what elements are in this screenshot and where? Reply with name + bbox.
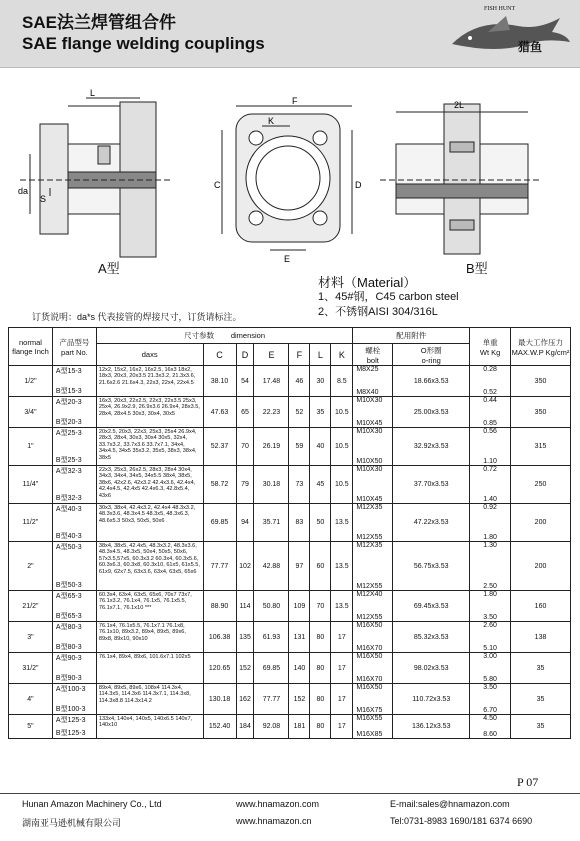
dim-l-cell: 80 bbox=[310, 622, 331, 653]
page-title-cn: SAE法兰焊管组合件 bbox=[22, 13, 176, 32]
bolt-cell bbox=[353, 466, 393, 504]
material-line-2: 2、不锈钢AISI 304/316L bbox=[318, 306, 438, 318]
dim-k-cell: 13.5 bbox=[331, 591, 353, 622]
weight-cell-b: 1.40 bbox=[483, 496, 497, 503]
dim-f-cell: 59 bbox=[289, 428, 310, 466]
header-d: D bbox=[236, 344, 254, 366]
dim-f-cell: 131 bbox=[289, 622, 310, 653]
pressure-cell: 35 bbox=[511, 684, 571, 715]
part-no-cell-a: A型65-3 bbox=[55, 593, 82, 600]
header-oring-en: o-ring bbox=[421, 355, 441, 365]
bolt-cell bbox=[353, 504, 393, 542]
part-no-cell bbox=[52, 366, 96, 397]
bolt-cell-a: M10X30 bbox=[356, 397, 383, 404]
header-dimension-en: dimension bbox=[230, 331, 265, 340]
header-daxs: daxs bbox=[96, 344, 203, 366]
pressure-cell: 200 bbox=[511, 542, 571, 591]
part-no-cell-b: B型20-3 bbox=[55, 419, 82, 426]
dim-k-cell: 13.5 bbox=[331, 542, 353, 591]
dim-e-cell: 17.48 bbox=[254, 366, 289, 397]
dim-f-cell: 73 bbox=[289, 466, 310, 504]
bolt-cell-b: M16X75 bbox=[356, 707, 383, 714]
weight-cell-a: 0.92 bbox=[483, 504, 497, 511]
table-row bbox=[9, 542, 571, 591]
specification-table bbox=[8, 327, 571, 739]
dim-e-cell: 42.88 bbox=[254, 542, 289, 591]
dim-k-cell: 10.5 bbox=[331, 397, 353, 428]
flange-inch-cell: 2" bbox=[9, 542, 53, 591]
table-row bbox=[9, 591, 571, 622]
dim-k-cell: 17 bbox=[331, 715, 353, 739]
dim-label-D: D bbox=[355, 180, 362, 190]
dim-c-cell: 130.18 bbox=[203, 684, 236, 715]
bolt-cell-b: M8X40 bbox=[356, 389, 379, 396]
dim-d-cell: 162 bbox=[236, 684, 254, 715]
fish-hunt-logo bbox=[448, 8, 574, 58]
part-no-cell-a: A型40-3 bbox=[55, 506, 82, 513]
pressure-cell: 350 bbox=[511, 397, 571, 428]
pressure-cell: 250 bbox=[511, 466, 571, 504]
header-pressure-en: MAX.W.P Kg/cm² bbox=[511, 347, 570, 357]
flange-inch-cell: 3/4" bbox=[9, 397, 53, 428]
bolt-cell-a: M16X50 bbox=[356, 684, 383, 691]
bolt-cell-b: M12X55 bbox=[356, 534, 383, 541]
part-no-cell-a: A型32-3 bbox=[55, 468, 82, 475]
website-com: www.hnamazon.com bbox=[236, 799, 320, 809]
bolt-cell bbox=[353, 653, 393, 684]
part-no-cell-a: A型50-3 bbox=[55, 544, 82, 551]
header-oring-cn: O形圈 bbox=[420, 345, 442, 355]
weight-cell-a: 4.50 bbox=[483, 715, 497, 722]
flange-inch-cell: 11/4" bbox=[9, 466, 53, 504]
dim-d-cell: 102 bbox=[236, 542, 254, 591]
pressure-cell: 35 bbox=[511, 653, 571, 684]
part-no-cell bbox=[52, 542, 96, 591]
header-part-no bbox=[52, 328, 96, 366]
dim-e-cell: 50.80 bbox=[254, 591, 289, 622]
weight-cell-b: 2.50 bbox=[483, 583, 497, 590]
part-no-cell-a: A型25-3 bbox=[55, 430, 82, 437]
dim-label-da: da bbox=[18, 186, 29, 196]
weight-cell-b: 6.70 bbox=[483, 707, 497, 714]
technical-drawings bbox=[0, 84, 580, 284]
oring-cell: 25.00x3.53 bbox=[393, 397, 470, 428]
dim-d-cell: 114 bbox=[236, 591, 254, 622]
dim-label-F: F bbox=[292, 96, 298, 106]
dim-l-cell: 80 bbox=[310, 684, 331, 715]
daxs-cell: 76.1x4, 76.1x5.5, 76.1x7.1 76.1x8, 76.1x10, 89x3.2, 89x4, 89x5, 89x6, 89x8, 89x10, 90x10 bbox=[96, 622, 203, 653]
contact-tel: Tel:0731-8983 1690/181 6374 6690 bbox=[390, 816, 533, 826]
weight-cell-b: 5.80 bbox=[483, 676, 497, 683]
part-no-cell-b: B型100-3 bbox=[55, 706, 86, 713]
weight-cell-b: 1.10 bbox=[483, 458, 497, 465]
dim-d-cell: 70 bbox=[236, 428, 254, 466]
oring-cell: 136.12x3.53 bbox=[393, 715, 470, 739]
part-no-cell bbox=[52, 466, 96, 504]
header-bolt-cn: 螺栓 bbox=[365, 345, 381, 355]
dim-d-cell: 135 bbox=[236, 622, 254, 653]
weight-cell bbox=[470, 622, 511, 653]
weight-cell-b: 8.60 bbox=[483, 731, 497, 738]
header-e: E bbox=[254, 344, 289, 366]
bolt-cell bbox=[353, 622, 393, 653]
dim-label-L: L bbox=[90, 88, 96, 98]
weight-cell bbox=[470, 542, 511, 591]
table-row bbox=[9, 366, 571, 397]
dim-l-cell: 80 bbox=[310, 715, 331, 739]
dim-c-cell: 38.10 bbox=[203, 366, 236, 397]
bolt-cell-a: M16X50 bbox=[356, 622, 383, 629]
dim-d-cell: 152 bbox=[236, 653, 254, 684]
pressure-cell: 200 bbox=[511, 504, 571, 542]
dim-f-cell: 181 bbox=[289, 715, 310, 739]
daxs-cell: 12x2, 15x2, 16x2, 16x2.5, 16x3 18x2, 18x3, 20x3, 20x3.5 21.3x3.2, 21.3x3.6, 21.6x2.6 21.6x4.3, 22x3, 22x4, 22x4.5 bbox=[96, 366, 203, 397]
dim-f-cell: 140 bbox=[289, 653, 310, 684]
header-k: K bbox=[331, 344, 353, 366]
part-no-cell-a: A型15-3 bbox=[55, 368, 82, 375]
drawing-type-b bbox=[380, 104, 540, 254]
part-no-cell-b: B型90-3 bbox=[55, 675, 82, 682]
dim-k-cell: 10.5 bbox=[331, 466, 353, 504]
oring-cell: 18.66x3.53 bbox=[393, 366, 470, 397]
material-title: 材料（Material） bbox=[318, 275, 417, 290]
table-row bbox=[9, 397, 571, 428]
dim-c-cell: 47.63 bbox=[203, 397, 236, 428]
dim-d-cell: 94 bbox=[236, 504, 254, 542]
weight-cell-a: 0.72 bbox=[483, 466, 497, 473]
bolt-cell-a: M12X40 bbox=[356, 591, 383, 598]
table-row bbox=[9, 428, 571, 466]
bolt-cell-a: M12X35 bbox=[356, 542, 383, 549]
bolt-cell bbox=[353, 715, 393, 739]
weight-cell-a: 1.80 bbox=[483, 591, 497, 598]
weight-cell-a: 2.60 bbox=[483, 622, 497, 629]
dim-e-cell: 35.71 bbox=[254, 504, 289, 542]
header-weight-cn: 单重 bbox=[482, 337, 498, 347]
dim-label-C: C bbox=[214, 180, 221, 190]
weight-cell-a: 1.30 bbox=[483, 542, 497, 549]
header-weight bbox=[470, 328, 511, 366]
dim-c-cell: 52.37 bbox=[203, 428, 236, 466]
flange-inch-cell: 31/2" bbox=[9, 653, 53, 684]
part-no-cell-b: B型15-3 bbox=[55, 388, 82, 395]
dim-c-cell: 69.85 bbox=[203, 504, 236, 542]
dim-f-cell: 46 bbox=[289, 366, 310, 397]
table-row bbox=[9, 684, 571, 715]
weight-cell-a: 3.00 bbox=[483, 653, 497, 660]
dim-label-K: K bbox=[268, 116, 275, 126]
dim-c-cell: 152.40 bbox=[203, 715, 236, 739]
weight-cell-a: 3.50 bbox=[483, 684, 497, 691]
footer-divider bbox=[0, 793, 580, 794]
weight-cell bbox=[470, 653, 511, 684]
daxs-cell: 30x3, 38x4, 42.4x3.2, 42.4x4 48.3x3.2, 48.3x3.6, 48.3x4.5 48.3x5, 48.3x6.3, 48.6x5.3 50x3, 50x5, 50x6 bbox=[96, 504, 203, 542]
flange-inch-cell: 11/2" bbox=[9, 504, 53, 542]
oring-cell: 85.32x3.53 bbox=[393, 622, 470, 653]
bolt-cell-a: M10X30 bbox=[356, 428, 383, 435]
bolt-cell-b: M10X45 bbox=[356, 420, 383, 427]
oring-cell: 69.45x3.53 bbox=[393, 591, 470, 622]
part-no-cell-a: A型20-3 bbox=[55, 399, 82, 406]
dim-k-cell: 8.5 bbox=[331, 366, 353, 397]
weight-cell-b: 5.10 bbox=[483, 645, 497, 652]
oring-cell: 110.72x3.53 bbox=[393, 684, 470, 715]
dim-e-cell: 61.93 bbox=[254, 622, 289, 653]
bolt-cell-a: M10X30 bbox=[356, 466, 383, 473]
part-no-cell-a: A型90-3 bbox=[55, 655, 82, 662]
weight-cell-b: 0.52 bbox=[483, 389, 497, 396]
weight-cell bbox=[470, 466, 511, 504]
dim-l-cell: 80 bbox=[310, 653, 331, 684]
dim-c-cell: 106.38 bbox=[203, 622, 236, 653]
dim-k-cell: 17 bbox=[331, 653, 353, 684]
part-no-cell-b: B型25-3 bbox=[55, 457, 82, 464]
bolt-cell-b: M12X55 bbox=[356, 583, 383, 590]
part-no-cell bbox=[52, 622, 96, 653]
header-flange-inch: normal flange Inch bbox=[9, 328, 53, 366]
part-no-cell-b: B型40-3 bbox=[55, 533, 82, 540]
table-row bbox=[9, 622, 571, 653]
dim-k-cell: 10.5 bbox=[331, 428, 353, 466]
header-oring bbox=[393, 344, 470, 366]
part-no-cell bbox=[52, 428, 96, 466]
table-row bbox=[9, 504, 571, 542]
dim-d-cell: 79 bbox=[236, 466, 254, 504]
oring-cell: 32.92x3.53 bbox=[393, 428, 470, 466]
flange-inch-cell: 1" bbox=[9, 428, 53, 466]
dim-f-cell: 109 bbox=[289, 591, 310, 622]
header-c: C bbox=[203, 344, 236, 366]
bolt-cell-a: M8X25 bbox=[356, 366, 379, 373]
part-no-cell bbox=[52, 504, 96, 542]
bolt-cell bbox=[353, 428, 393, 466]
dim-f-cell: 52 bbox=[289, 397, 310, 428]
weight-cell bbox=[470, 684, 511, 715]
dim-e-cell: 26.19 bbox=[254, 428, 289, 466]
material-block bbox=[318, 275, 459, 320]
part-no-cell-b: B型80-3 bbox=[55, 644, 82, 651]
table-row bbox=[9, 653, 571, 684]
header-pressure bbox=[511, 328, 571, 366]
dim-d-cell: 184 bbox=[236, 715, 254, 739]
dim-c-cell: 88.90 bbox=[203, 591, 236, 622]
pressure-cell: 160 bbox=[511, 591, 571, 622]
pressure-cell: 350 bbox=[511, 366, 571, 397]
daxs-cell: 38x4, 38x5, 42.4x5, 48.3x3.2, 48.3x3.6, 48.3x4.5, 48.3x5, 50x4, 50x5, 50x6, 57x3.5,57x5, 60.3x3.2 60.3x4, 60.3x5.6, 60.3x6.3, 60.3x8, 60.3x10, 61x5, 61x5.5, 61x9, 62x7.5, 63x3.6, 63x4, 63x5, 65x6 bbox=[96, 542, 203, 591]
table-row bbox=[9, 715, 571, 739]
dim-l-cell: 35 bbox=[310, 397, 331, 428]
part-no-cell-a: A型125-3 bbox=[55, 717, 86, 724]
part-no-cell bbox=[52, 653, 96, 684]
part-no-cell bbox=[52, 715, 96, 739]
dim-e-cell: 30.18 bbox=[254, 466, 289, 504]
part-no-cell bbox=[52, 591, 96, 622]
dim-label-2L: 2L bbox=[454, 100, 465, 110]
pressure-cell: 138 bbox=[511, 622, 571, 653]
weight-cell bbox=[470, 397, 511, 428]
oring-cell: 47.22x3.53 bbox=[393, 504, 470, 542]
part-no-cell-a: A型80-3 bbox=[55, 624, 82, 631]
header-bolt-en: bolt bbox=[366, 355, 379, 365]
dim-f-cell: 152 bbox=[289, 684, 310, 715]
weight-cell bbox=[470, 366, 511, 397]
type-a-label: A型 bbox=[98, 261, 120, 276]
header-weight-en: Wt Kg bbox=[479, 347, 501, 357]
contact-email: E-mail:sales@hnamazon.com bbox=[390, 799, 510, 809]
dim-f-cell: 97 bbox=[289, 542, 310, 591]
daxs-cell: 60.3x4, 63x4, 63x5, 65x6, 70x7 73x7, 76.1x3.2, 76.1x4, 76.1x5, 76.1x5.5, 76.1x7.1, 76.1x10 *** bbox=[96, 591, 203, 622]
dim-label-S: S bbox=[40, 194, 47, 204]
daxs-cell: 20x2.5, 20x3, 22x3, 25x3, 25x4 26.9x4, 28x3, 28x4, 30x3, 30x4 30x5, 32x4, 33.7x3.2, 33.7x3.6 33.7x7.1, 34x4, 34x4.5, 34x5 35x3.2, 35x5, 38x3, 38x4, 38x5 bbox=[96, 428, 203, 466]
dim-d-cell: 54 bbox=[236, 366, 254, 397]
dim-k-cell: 13.5 bbox=[331, 504, 353, 542]
daxs-cell: 89x4, 89x5, 89x6, 108x4 114.3x4, 114.3x5, 114.3x6 114.3x7.1, 114.3x8, 114.3x8.8 114.3x14.2 bbox=[96, 684, 203, 715]
page-title-en: SAE flange welding couplings bbox=[22, 34, 265, 53]
weight-cell-a: 0.44 bbox=[483, 397, 497, 404]
table-row bbox=[9, 466, 571, 504]
flange-inch-cell: 21/2" bbox=[9, 591, 53, 622]
dim-e-cell: 22.23 bbox=[254, 397, 289, 428]
bolt-cell-b: M10X45 bbox=[356, 496, 383, 503]
bolt-cell bbox=[353, 591, 393, 622]
bolt-cell-b: M10X50 bbox=[356, 458, 383, 465]
website-cn: www.hnamazon.cn bbox=[236, 816, 312, 826]
oring-cell: 37.70x3.53 bbox=[393, 466, 470, 504]
bolt-cell-b: M16X70 bbox=[356, 676, 383, 683]
daxs-cell: 22x3, 25x3, 26x2.5, 28x3, 28x4 30x4, 34x3, 34x4, 34x5, 34x5.5 38x4, 38x5, 38x6, 42x2.6, 42x3.2 42.4x3.6, 42.4x4, 42.4x4.5, 42.4x5 42.4x6.3, 42.8x5.4, 43x6 bbox=[96, 466, 203, 504]
weight-cell-a: 0.28 bbox=[483, 366, 497, 373]
bolt-cell bbox=[353, 366, 393, 397]
bolt-cell-b: M16X85 bbox=[356, 731, 383, 738]
part-no-cell-b: B型125-3 bbox=[55, 730, 86, 737]
dim-d-cell: 65 bbox=[236, 397, 254, 428]
drawing-flange-front bbox=[222, 106, 352, 250]
flange-inch-cell: 5" bbox=[9, 715, 53, 739]
weight-cell bbox=[470, 591, 511, 622]
daxs-cell: 16x3, 20x3, 22x2.5, 22x3, 22x3.5 25x3, 25x4, 26.9x2.9, 26.9x3.6 26.9x4, 28x3.5, 28x4, 28x4.5 30x3, 30x4, 30x5 bbox=[96, 397, 203, 428]
header-dimension bbox=[96, 328, 352, 344]
part-no-cell-b: B型32-3 bbox=[55, 495, 82, 502]
weight-cell-b: 1.80 bbox=[483, 534, 497, 541]
daxs-cell: 133x4, 140x4, 140x5, 140x6.5 140x7, 140x10 bbox=[96, 715, 203, 739]
oring-cell: 98.02x3.53 bbox=[393, 653, 470, 684]
daxs-cell: 76.1x4, 89x4, 89x6, 101.6x7.1 102x5 bbox=[96, 653, 203, 684]
pressure-cell: 315 bbox=[511, 428, 571, 466]
header-l: L bbox=[310, 344, 331, 366]
company-name-en: Hunan Amazon Machinery Co., Ltd bbox=[22, 799, 162, 809]
bolt-cell-b: M16X70 bbox=[356, 645, 383, 652]
pressure-cell: 35 bbox=[511, 715, 571, 739]
header-part-cn: 产品型号 bbox=[59, 337, 90, 347]
company-name-cn: 湖南亚马逊机械有限公司 bbox=[22, 818, 122, 828]
logo-text-cn: 猎鱼 bbox=[518, 40, 543, 54]
dim-f-cell: 83 bbox=[289, 504, 310, 542]
order-note: 订货说明：da*s 代表接管的焊接尺寸，订货请标注。 bbox=[32, 312, 242, 322]
dim-e-cell: 69.85 bbox=[254, 653, 289, 684]
header-accessories: 配用附件 bbox=[353, 328, 470, 344]
weight-cell bbox=[470, 504, 511, 542]
drawing-type-a bbox=[20, 98, 170, 257]
dim-c-cell: 77.77 bbox=[203, 542, 236, 591]
header-dimension-cn: 尺寸参数 bbox=[184, 331, 215, 340]
dim-l-cell: 60 bbox=[310, 542, 331, 591]
type-b-label: B型 bbox=[466, 261, 488, 276]
header-bolt bbox=[353, 344, 393, 366]
bolt-cell-a: M16X50 bbox=[356, 653, 383, 660]
header-part-en: part No. bbox=[61, 347, 88, 357]
dim-e-cell: 77.77 bbox=[254, 684, 289, 715]
dim-l-cell: 50 bbox=[310, 504, 331, 542]
weight-cell bbox=[470, 428, 511, 466]
weight-cell-b: 0.85 bbox=[483, 420, 497, 427]
weight-cell-a: 0.56 bbox=[483, 428, 497, 435]
dim-c-cell: 58.72 bbox=[203, 466, 236, 504]
dim-l-cell: 45 bbox=[310, 466, 331, 504]
dim-e-cell: 92.08 bbox=[254, 715, 289, 739]
bolt-cell bbox=[353, 684, 393, 715]
bolt-cell bbox=[353, 397, 393, 428]
part-no-cell-a: A型100-3 bbox=[55, 686, 86, 693]
part-no-cell-b: B型50-3 bbox=[55, 582, 82, 589]
header-pressure-cn: 最大工作压力 bbox=[518, 337, 564, 347]
dim-k-cell: 17 bbox=[331, 622, 353, 653]
part-no-cell bbox=[52, 684, 96, 715]
dim-l-cell: 70 bbox=[310, 591, 331, 622]
dim-k-cell: 17 bbox=[331, 684, 353, 715]
oring-cell: 56.75x3.53 bbox=[393, 542, 470, 591]
dim-c-cell: 120.65 bbox=[203, 653, 236, 684]
header-f: F bbox=[289, 344, 310, 366]
dim-label-E: E bbox=[284, 254, 291, 264]
logo-text-en: FISH HUNT bbox=[484, 6, 516, 12]
flange-inch-cell: 3" bbox=[9, 622, 53, 653]
bolt-cell-a: M16X55 bbox=[356, 715, 383, 722]
weight-cell bbox=[470, 715, 511, 739]
part-no-cell bbox=[52, 397, 96, 428]
flange-inch-cell: 4" bbox=[9, 684, 53, 715]
dim-l-cell: 40 bbox=[310, 428, 331, 466]
bolt-cell-a: M12X35 bbox=[356, 504, 383, 511]
bolt-cell-b: M12X55 bbox=[356, 614, 383, 621]
page-number: P 07 bbox=[517, 775, 539, 789]
flange-inch-cell: 1/2" bbox=[9, 366, 53, 397]
weight-cell-b: 3.50 bbox=[483, 614, 497, 621]
part-no-cell-b: B型65-3 bbox=[55, 613, 82, 620]
dim-l-cell: 30 bbox=[310, 366, 331, 397]
material-line-1: 1、45#钢，C45 carbon steel bbox=[318, 291, 459, 303]
bolt-cell bbox=[353, 542, 393, 591]
